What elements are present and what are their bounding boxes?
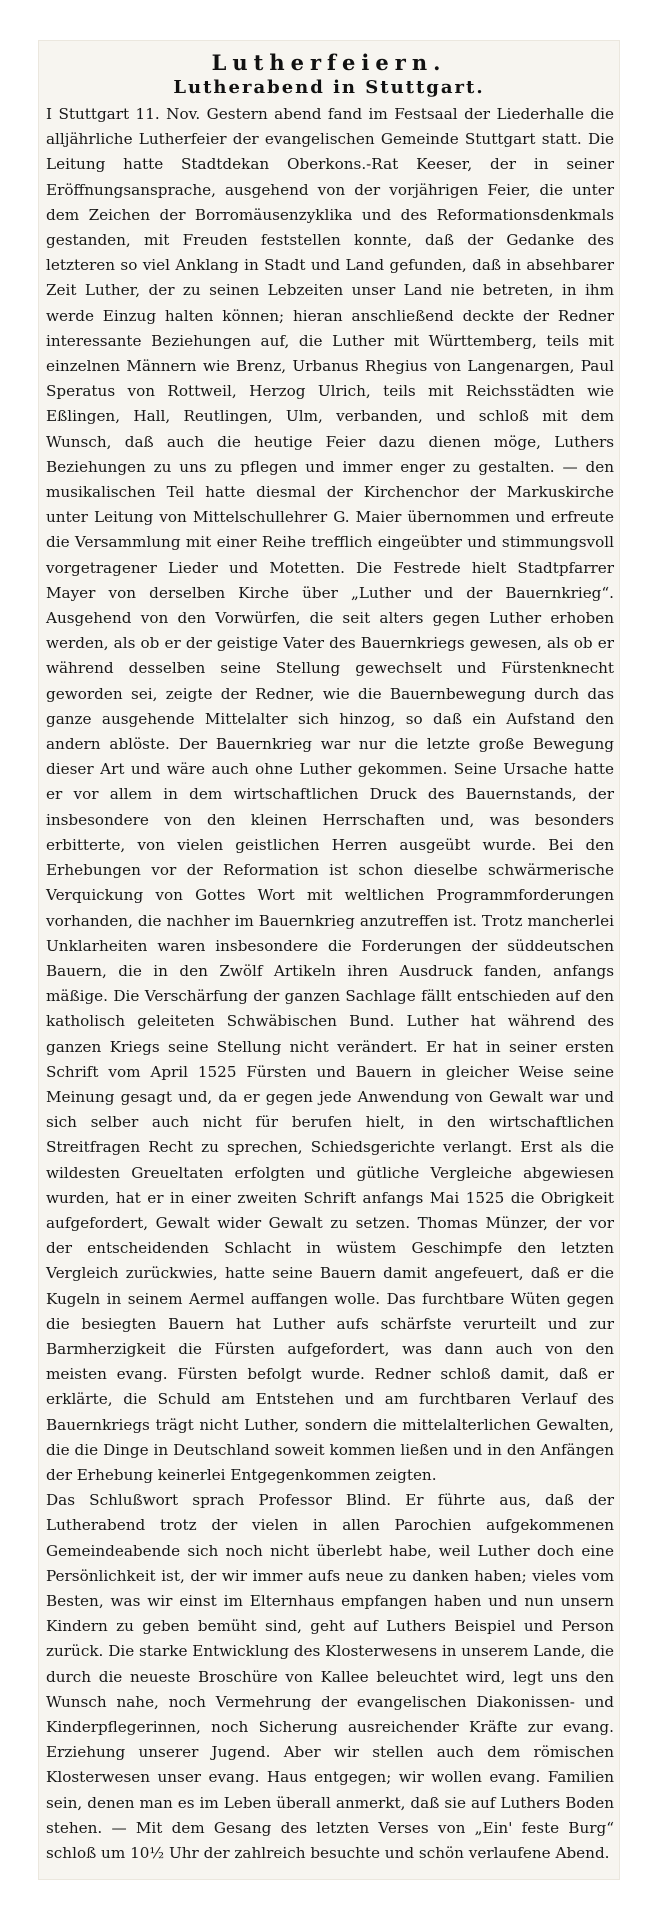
article-title: Lutherfeiern. xyxy=(211,50,447,75)
article-paragraph-1: I Stuttgart 11. Nov. Gestern abend fand im Festsaal der Liederhalle die alljährliche Lutherfeier der evangelischen Gemeinde Stuttgart statt. Die Leitung hatte Stadtdekan Oberkons.-Rat Keeser, der in seiner Eröffnungsansprache, ausgehend von der vorjährigen Feier, die unter dem Zeichen der Borromäusenzyklika und des Reformationsdenkmals gestanden, mit Freuden feststellen konnte, daß der Gedanke des letzteren so viel Anklang in Stadt und Land gefunden, daß in absehbarer Zeit Luther, der zu seinen Lebzeiten unser Land nie betreten, in ihm werde Einzug halten können; hieran anschließend deckte der Redner interessante Beziehungen auf, die Luther mit Württemberg, teils mit einzelnen Männern wie Brenz, Urbanus Rhegius von Langenargen, Paul Speratus von Rottweil, Herzog Ulrich, teils mit Reichsstädten wie Eßlingen, Hall, Reutlingen, Ulm, verbanden, und schloß mit dem Wunsch, daß auch die heutige Feier dazu dienen möge, Luthers Beziehungen zu uns zu pflegen und immer enger zu gestalten. — den musikalischen Teil hatte diesmal der Kirchenchor der Markuskirche unter Leitung von Mittelschullehrer G. Maier übernommen und erfreute die Versammlung mit einer Reihe trefflich eingeübter und stimmungsvoll vorgetragener Lieder und Motetten. Die Festrede hielt Stadtpfarrer Mayer von derselben Kirche über „Luther und der Bauernkrieg“. Ausgehend von den Vorwürfen, die seit alters gegen Luther erhoben werden, als ob er der geistige Vater des Bauernkriegs gewesen, als ob er während desselben seine Stellung gewechselt und Fürstenknecht geworden sei, zeigte der Redner, wie die Bauernbewegung durch das ganze ausgehende Mittelalter sich hinzog, so daß ein Aufstand den andern ablöste. Der Bauernkrieg war nur die letzte große Bewegung dieser Art und wäre auch ohne Luther gekommen. Seine Ursache hatte er vor allem in dem wirtschaftlichen Druck des Bauernstands, der insbesondere von den kleinen Herrschaften und, was besonders erbitterte, von vielen geistlichen Herren ausgeübt wurde. Bei den Erhebungen vor der Reformation ist schon dieselbe schwärmerische Verquickung von Gottes Wort mit weltlichen Programmforderungen vorhanden, die nachher im Bauernkrieg anzutreffen ist. Trotz mancherlei Unklarheiten waren insbesondere die Forderungen der süddeutschen Bauern, die in den Zwölf Artikeln ihren Ausdruck fanden, anfangs mäßige. Die Verschärfung der ganzen Sachlage fällt entschieden auf den katholisch geleiteten Schwäbischen Bund. Luther hat während des ganzen Kriegs seine Stellung nicht verändert. Er hat in seiner ersten Schrift vom April 1525 Fürsten und Bauern in gleicher Weise seine Meinung gesagt und, da er gegen jede Anwendung von Gewalt war und sich selber auch nicht für berufen hielt, in den wirtschaftlichen Streitfragen Recht zu sprechen, Schiedsgerichte verlangt. Erst als die wildesten Greueltaten erfolgten und gütliche Vergleiche abgewiesen wurden, hat er in einer zweiten Schrift anfangs Mai 1525 die Obrigkeit aufgefordert, Gewalt wider Gewalt zu setzen. Thomas Münzer, der vor der entscheidenden Schlacht in wüstem Geschimpfe den letzten Vergleich zurückwies, hatte seine Bauern damit angefeuert, daß er die Kugeln in seinem Aermel auffangen wolle. Das furchtbare Wüten gegen die besiegten Bauern hat Luther aufs schärfste verurteilt und zur Barmherzigkeit die Fürsten aufgefordert, was dann auch von den meisten evang. Fürsten befolgt wurde. Redner schloß damit, daß er erklärte, die Schuld am Entstehen und am furchtbaren Verlauf des Bauernkriegs trägt nicht Luther, sondern die mittelalterlichen Gewalten, die die Dinge in Deutschland soweit kommen ließen und in den Anfängen der Erhebung keinerlei Entgegenkommen zeigten. xyxy=(46,105,614,1484)
newspaper-clipping xyxy=(38,40,620,1880)
article-paragraph-2: Das Schlußwort sprach Professor Blind. Er führte aus, daß der Lutherabend trotz der vielen in allen Parochien aufgekommenen Gemeindeabende sich noch nicht überlebt habe, weil Luther doch eine Persönlichkeit ist, der wir immer aufs neue zu danken haben; vieles vom Besten, was wir einst im Elternhaus empfangen haben und nun unsern Kindern zu geben bemüht sind, geht auf Luthers Beispiel und Person zurück. Die starke Entwicklung des Klosterwesens in unserem Lande, die durch die neueste Broschüre von Kallee beleuchtet wird, legt uns den Wunsch nahe, noch Vermehrung der evangelischen Diakonissen- und Kinderpflegerinnen, noch Sicherung ausreichender Kräfte zur evang. Erziehung unserer Jugend. Aber wir stellen auch dem römischen Klosterwesen unser evang. Haus entgegen; wir wollen evang. Familien sein, denen man es im Leben überall anmerkt, daß sie auf Luthers Boden stehen. — Mit dem Gesang des letzten Verses von „Ein' feste Burg“ schloß um 10½ Uhr der zahlreich besuchte und schön verlaufene Abend. xyxy=(46,1491,614,1863)
article-subtitle: Lutherabend in Stuttgart. xyxy=(173,77,485,98)
